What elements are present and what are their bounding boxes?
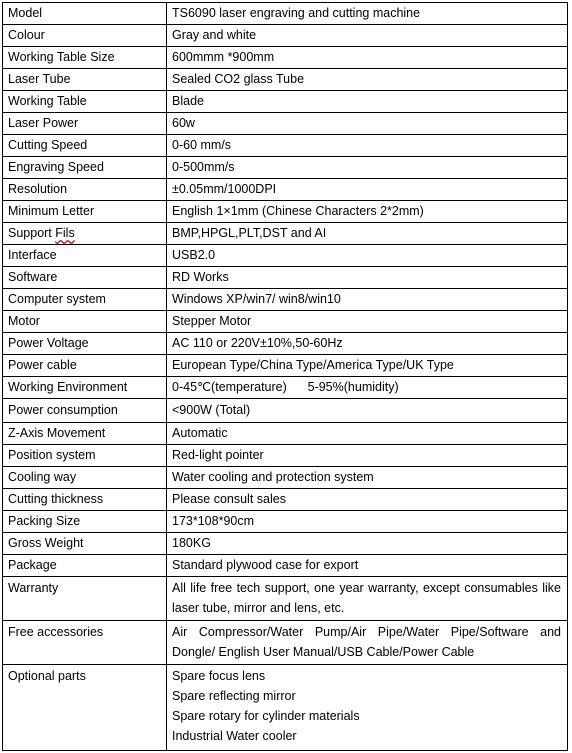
spec-value: AC 110 or 220V±10%,50-60Hz (167, 333, 568, 355)
list-item: Spare focus lens (172, 669, 266, 683)
table-row (3, 3, 568, 25)
table-row (3, 445, 568, 467)
spec-label: Engraving Speed (3, 157, 167, 179)
spec-label: Power consumption (3, 399, 167, 423)
spec-label: Position system (3, 445, 167, 467)
table-row (3, 25, 568, 47)
table-row (3, 69, 568, 91)
spec-value: 0-500mm/s (167, 157, 568, 179)
spec-value: Blade (167, 91, 568, 113)
table-row (3, 157, 568, 179)
table-row (3, 289, 568, 311)
spec-value: Water cooling and protection system (167, 467, 568, 489)
table-row (3, 489, 568, 511)
table-row (3, 467, 568, 489)
table-row (3, 555, 568, 577)
spec-label (3, 223, 167, 245)
spec-value: English 1×1mm (Chinese Characters 2*2mm) (167, 201, 568, 223)
spec-label: Working Table (3, 91, 167, 113)
table-row (3, 245, 568, 267)
table-row (3, 665, 568, 751)
spec-value: 0-60 mm/s (167, 135, 568, 157)
table-row (3, 223, 568, 245)
spec-label: Software (3, 267, 167, 289)
spec-value: European Type/China Type/America Type/UK Type (167, 355, 568, 377)
spec-value: 600mmm *900mm (167, 47, 568, 69)
spec-label: Z-Axis Movement (3, 423, 167, 445)
table-row (3, 577, 568, 621)
spec-label: Cooling way (3, 467, 167, 489)
table-row (3, 267, 568, 289)
spec-label: Warranty (3, 577, 167, 621)
spec-label: Cutting Speed (3, 135, 167, 157)
spec-value: All life free tech support, one year warranty, except consumables like laser tube, mirror and lens, etc. (167, 577, 568, 621)
spec-label: Package (3, 555, 167, 577)
spec-value: Please consult sales (167, 489, 568, 511)
spec-label: Optional parts (3, 665, 167, 751)
spec-label: Laser Tube (3, 69, 167, 91)
spec-value: Standard plywood case for export (167, 555, 568, 577)
table-row (3, 135, 568, 157)
spec-value: USB2.0 (167, 245, 568, 267)
spec-value: 180KG (167, 533, 568, 555)
spec-label: Laser Power (3, 113, 167, 135)
spec-value: Stepper Motor (167, 311, 568, 333)
spec-label: Power cable (3, 355, 167, 377)
table-row (3, 511, 568, 533)
spec-value: Automatic (167, 423, 568, 445)
spec-value: ±0.05mm/1000DPI (167, 179, 568, 201)
spec-value: 60w (167, 113, 568, 135)
spec-label: Gross Weight (3, 533, 167, 555)
spec-label: Model (3, 3, 167, 25)
spec-label: Working Table Size (3, 47, 167, 69)
spec-label: Interface (3, 245, 167, 267)
table-row (3, 377, 568, 399)
table-row (3, 91, 568, 113)
table-row (3, 113, 568, 135)
spec-value: 0-45℃(temperature) 5-95%(humidity) (167, 377, 568, 399)
list-item: Spare rotary for cylinder materials (172, 709, 360, 723)
spec-label: Computer system (3, 289, 167, 311)
table-row (3, 423, 568, 445)
table-row (3, 333, 568, 355)
table-row (3, 399, 568, 423)
spec-value: 173*108*90cm (167, 511, 568, 533)
spec-value: TS6090 laser engraving and cutting machine (167, 3, 568, 25)
spec-value: BMP,HPGL,PLT,DST and AI (167, 223, 568, 245)
spec-label: Cutting thickness (3, 489, 167, 511)
spec-label: Power Voltage (3, 333, 167, 355)
spec-label-prefix: Support (8, 226, 56, 240)
spec-label: Working Environment (3, 377, 167, 399)
spec-label: Minimum Letter (3, 201, 167, 223)
specification-table (2, 2, 568, 751)
list-item: Industrial Water cooler (172, 729, 297, 743)
spec-label: Colour (3, 25, 167, 47)
spec-value-list (167, 665, 568, 751)
spec-label-misspelled-word: Fils (55, 226, 75, 240)
spec-label: Resolution (3, 179, 167, 201)
spec-label: Motor (3, 311, 167, 333)
spec-value: Sealed CO2 glass Tube (167, 69, 568, 91)
spec-value: Red-light pointer (167, 445, 568, 467)
spec-label: Packing Size (3, 511, 167, 533)
spec-value: <900W (Total) (167, 399, 568, 423)
spec-label: Free accessories (3, 621, 167, 665)
table-row (3, 201, 568, 223)
table-row (3, 355, 568, 377)
spec-value: Air Compressor/Water Pump/Air Pipe/Water Pipe/Software and Dongle/ English User Manual/USB Cable/Power Cable (167, 621, 568, 665)
table-row (3, 311, 568, 333)
spec-value: Windows XP/win7/ win8/win10 (167, 289, 568, 311)
list-item: Spare reflecting mirror (172, 689, 296, 703)
spec-value: Gray and white (167, 25, 568, 47)
spec-value: RD Works (167, 267, 568, 289)
table-row (3, 47, 568, 69)
table-row (3, 533, 568, 555)
table-row (3, 179, 568, 201)
table-row (3, 621, 568, 665)
